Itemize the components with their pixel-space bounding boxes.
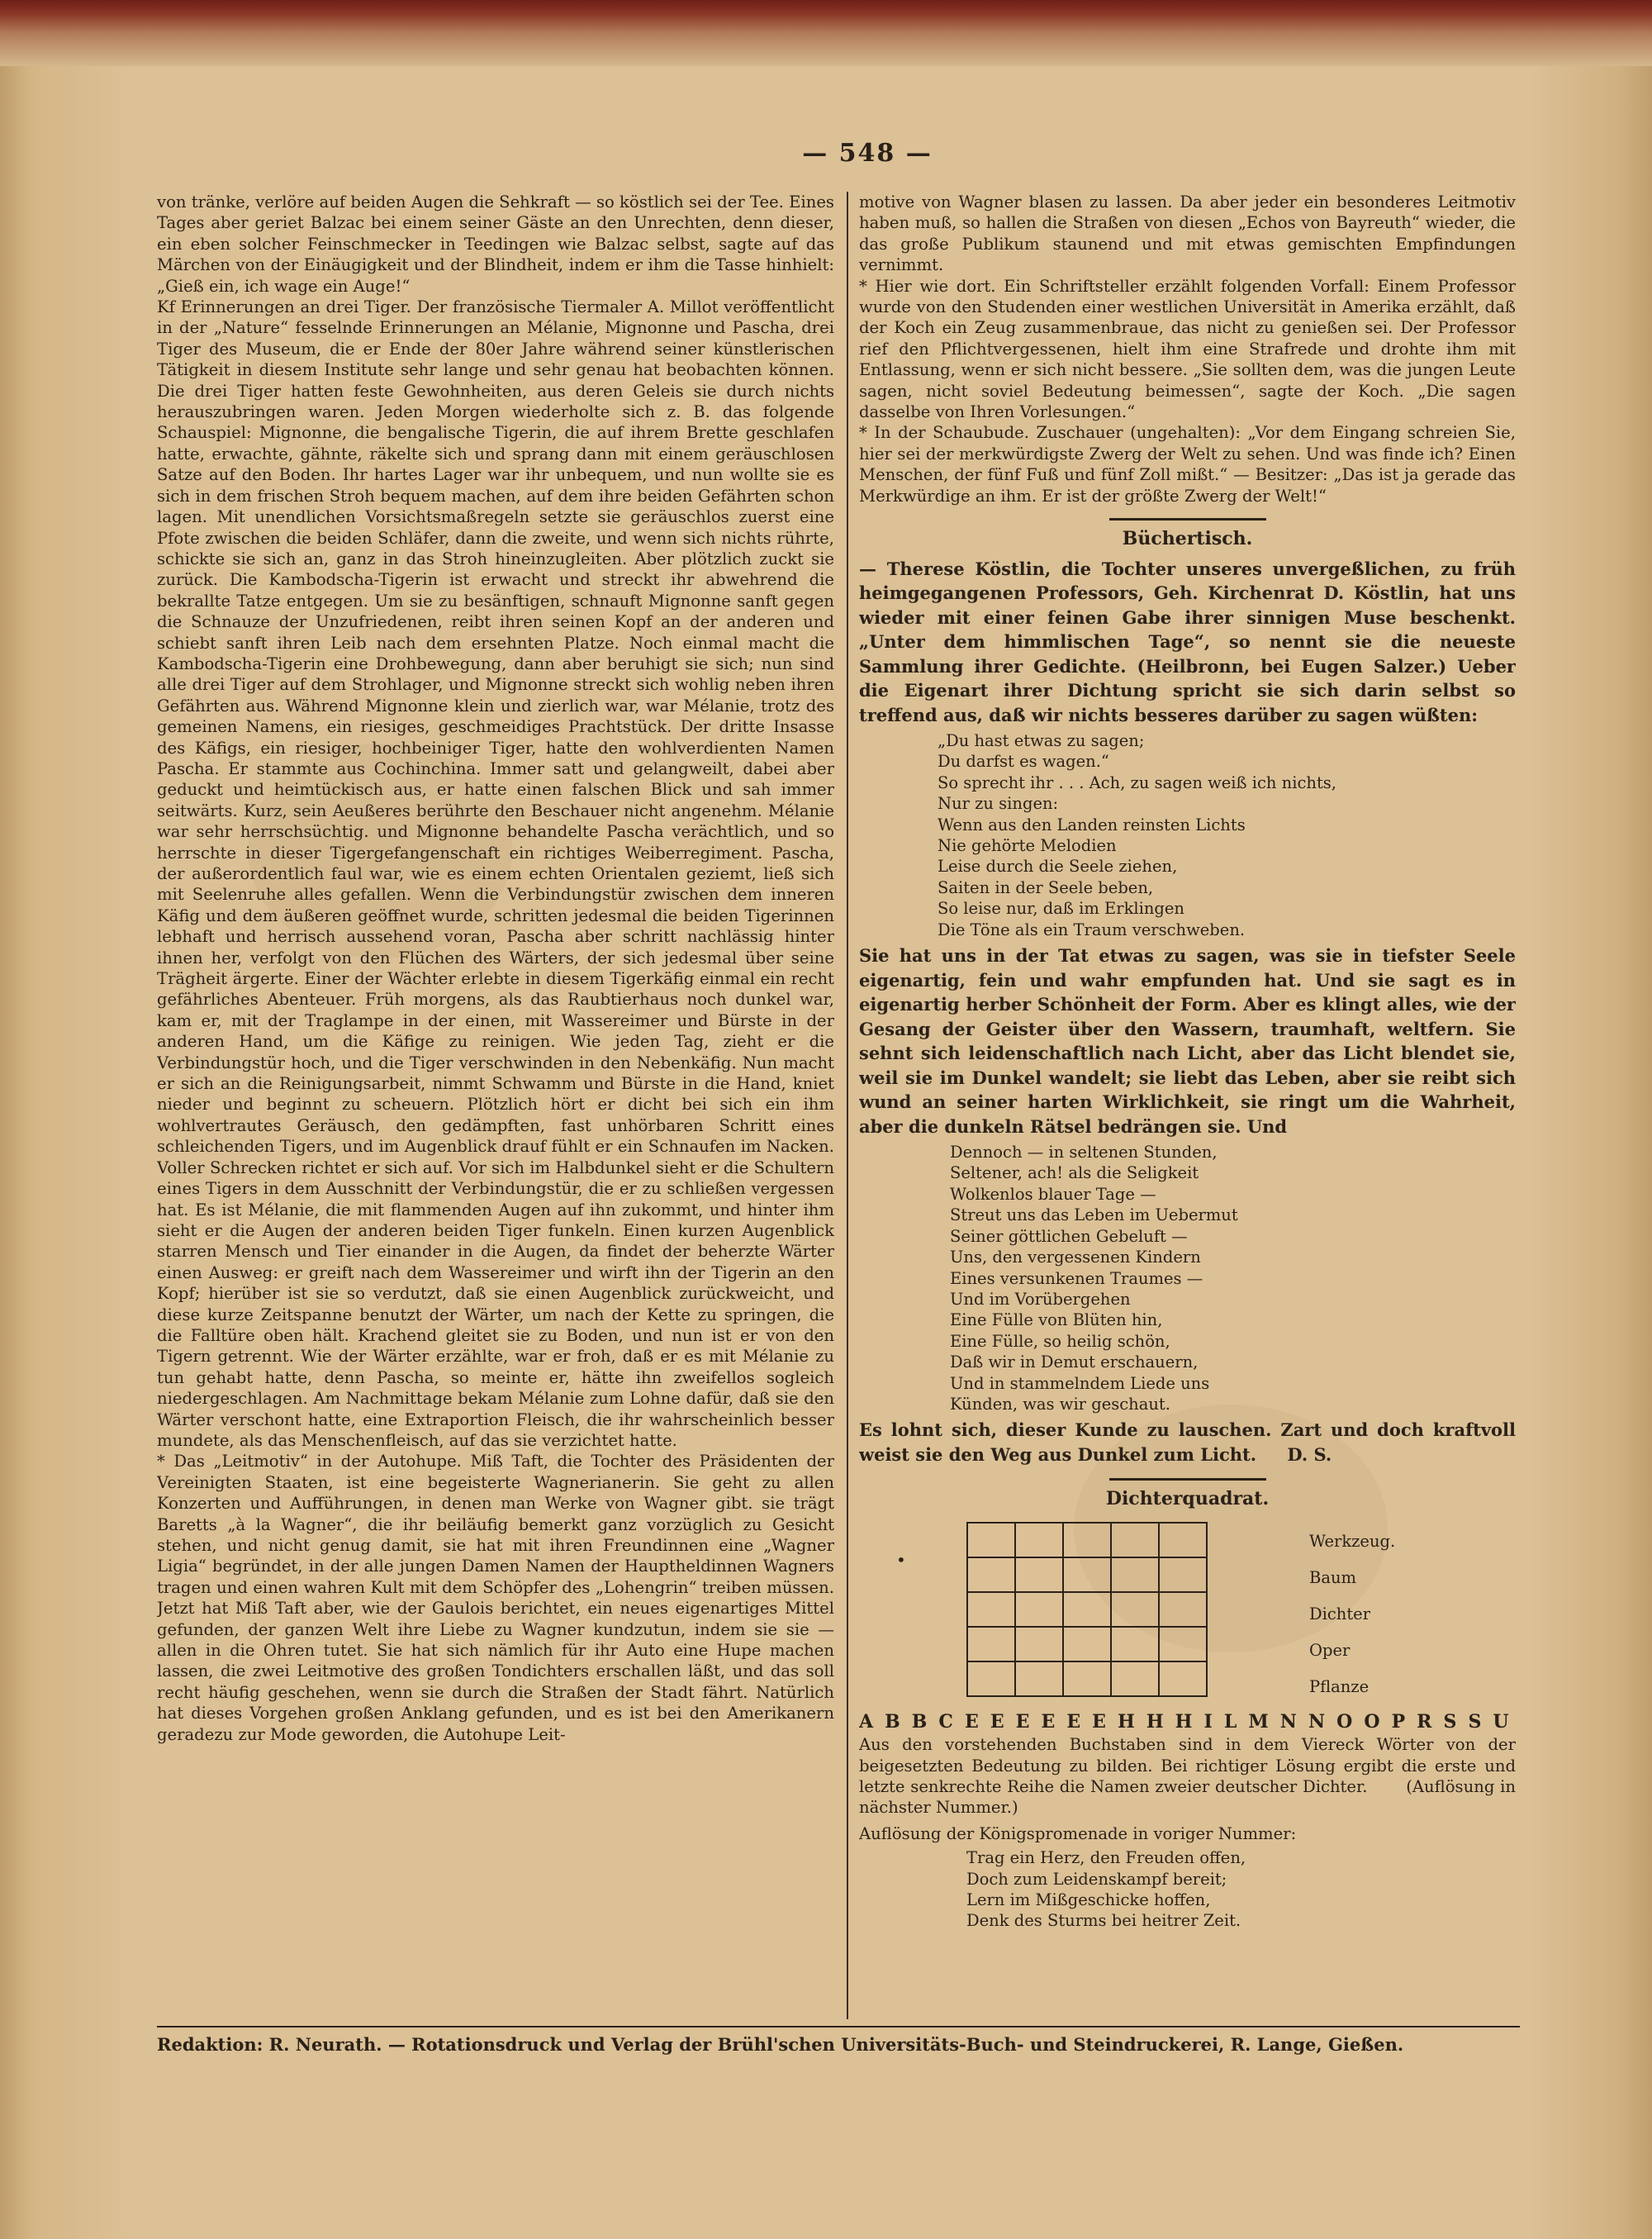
grid-cell[interactable] <box>1015 1592 1063 1627</box>
poem-line: Seiner göttlichen Gebeluft — <box>950 1226 1188 1246</box>
poem-line: So leise nur, daß im Erklingen <box>938 899 1184 919</box>
left-column <box>157 192 834 2023</box>
article-leitmotiv: * Das „Leitmotiv“ in der Autohupe. Miß Taft, die Tochter des Präsidenten der Vereinigten Staaten, ist eine begeisterte Wagnerianerin. Sie geht zu allen Konzerten und Aufführungen, in denen man Werke von Wagner gibt. sie trägt Baretts „à la Wagner“, die ihr beiläufig bemerkt ganz vorzüglich zu Gesicht stehen, und nicht genug damit, sie hat mit ihren Freundinnen eine „Wagner Ligia“ begründet, in der alle jungen Damen Namen der Hauptheldinnen Wagners tragen und einen wahren Kult mit dem Schöpfer des „Lohengrin“ treiben müssen. Jetzt hat Miß Taft aber, wie der Gaulois berichtet, ein neues eigenartiges Mittel gefunden, der ganzen Welt ihre Liebe zu Wagner kundzutun, indem sie sie — allen in die Ohren tutet. Sie hat sich nämlich für ihr Auto eine Hupe machen lassen, die zwei Leitmotive des großen Tondichters erschallen läßt, und das soll recht häufig geschehen, wenn sie durch die Straßen der Stadt fährt. Natürlich hat dieses Vorgehen großen Anklang gefunden, und es ist bei den Amerikanern geradezu zur Mode geworden, die Autohupe Leit- <box>157 1452 834 1744</box>
poem-line: Daß wir in Demut erschauern, <box>950 1352 1199 1372</box>
poem-line: Dennoch — in seltenen Stunden, <box>950 1143 1218 1162</box>
solution-heading: Auflösung der Königspromenade in voriger Nummer: <box>859 1823 1297 1843</box>
grid-cell[interactable] <box>967 1557 1015 1592</box>
puzzle-instructions <box>859 1734 1516 1818</box>
poem-two <box>950 1142 1516 1414</box>
puzzle-grid <box>966 1522 1208 1697</box>
grid-cell[interactable] <box>1063 1627 1111 1661</box>
article-tea-ending: von tränke, verlöre auf beiden Augen die Sehkraft — so köstlich sei der Tee. Eines Tages aber geriet Balzac bei einem seiner Gäste an den Unrechten, denn dieser, ein eben solcher Feinschmecker in Teedingen wie Balzac selbst, sagte auf das Märchen von der Einäugigkeit und der Blindheit, indem er ihm die Tasse hinhielt: „Gieß ein, ich wage ein Auge!“ <box>157 193 834 296</box>
section-rule <box>1109 1478 1266 1481</box>
grid-cell[interactable] <box>1159 1592 1207 1627</box>
grid-cell[interactable] <box>967 1661 1015 1696</box>
books-middle: Sie hat uns in der Tat etwas zu sagen, was sie in tiefster Seele eigenartig, fein und wahr empfunden hat. Und sie sagt es in eigenartig herber Schönheit der Form. Aber es klingt alles, wie der Gesang der Geister über den Wassern, traumhaft, weltfern. Sie sehnt sich leidenschaftlich nach Licht, aber das Licht blendet sie, weil sie im Dunkel wandelt; sie liebt das Leben, aber sie reibt sich wund an seiner harten Wirklichkeit, sie ringt um die Wahrheit, aber die dunkeln Rätsel bedrängen sie. Und <box>859 945 1516 1137</box>
solution-line: Trag ein Herz, den Freuden offen, <box>966 1848 1246 1868</box>
grid-cell[interactable] <box>1159 1627 1207 1661</box>
grid-cell[interactable] <box>967 1592 1015 1627</box>
grid-cell[interactable] <box>1015 1557 1063 1592</box>
poem-line: Nie gehörte Melodien <box>938 836 1117 856</box>
row-label: Oper <box>1309 1640 1351 1660</box>
grid-cell[interactable] <box>1063 1557 1111 1592</box>
books-intro: — Therese Köstlin, die Tochter unseres unvergeßlichen, zu früh heimgegangenen Professors, Geh. Kirchenrat D. Köstlin, hat uns wieder mit einer feinen Gabe ihrer sinnigen Muse beschenkt. „Unter dem himmlischen Tage“, so nennt sie die neueste Sammlung ihrer Gedichte. (Heilbronn, bei Eugen Salzer.) Ueber die Eigenart ihrer Dichtung spricht sie sich darin selbst so treffend aus, daß wir nichts besseres darüber zu sagen wüßten: <box>859 558 1516 725</box>
books-closing-text: Es lohnt sich, dieser Kunde zu lauschen. Zart und doch kraftvoll weist sie den Weg aus Dunkel zum Licht. <box>859 1419 1516 1465</box>
solution-verse <box>966 1847 1516 1932</box>
grid-cell[interactable] <box>1063 1523 1111 1557</box>
grid-cell[interactable] <box>1111 1627 1159 1661</box>
row-label: Werkzeug. <box>1309 1531 1396 1551</box>
grid-cell[interactable] <box>1015 1523 1063 1557</box>
page-top-edge <box>0 0 1652 66</box>
grid-cell[interactable] <box>967 1627 1015 1661</box>
grid-cell[interactable] <box>967 1523 1015 1557</box>
puzzle-row-labels <box>1309 1524 1395 1705</box>
puzzle-resolution-note: (Auflösung in nächster Nummer.) <box>859 1776 1516 1818</box>
books-closing <box>859 1418 1516 1467</box>
solution-line: Lern im Mißgeschicke hoffen, <box>966 1890 1211 1909</box>
row-label: Dichter <box>1309 1604 1371 1623</box>
puzzle-quadrat <box>859 1517 1516 1707</box>
bullet-dot: • <box>896 1549 906 1570</box>
books-signature: D. S. <box>1287 1443 1332 1465</box>
poem-line: Wenn aus den Landen reinsten Lichts <box>938 815 1246 834</box>
poem-line: Eines versunkenen Traumes — <box>950 1268 1203 1288</box>
page-number: — 548 — <box>802 139 933 168</box>
grid-cell[interactable] <box>1015 1627 1063 1661</box>
article-schaubude: * In der Schaubude. Zuschauer (ungehalten): „Vor dem Eingang schreien Sie, hier sei der merkwürdigste Zwerg der Welt zu sehen. Und was finde ich? Einen Menschen, der fünf Fuß und fünf Zoll mißt.“ — Besitzer: „Das ist ja gerade das Merkwürdige an ihm. Er ist der größte Zwerg der Welt!“ <box>859 423 1516 506</box>
poem-line: Nur zu singen: <box>938 794 1059 814</box>
row-label: Pflanze <box>1309 1676 1370 1696</box>
article-leitmotiv-continued: motive von Wagner blasen zu lassen. Da aber jeder ein besonderes Leitmotiv haben muß, so hallen die Straßen von diesen „Echos von Bayreuth“ wieder, die das große Publikum staunend und mit etwas gemischten Empfindungen vernimmt. <box>859 193 1516 275</box>
books-heading: Büchertisch. <box>1122 528 1253 550</box>
grid-cell[interactable] <box>1111 1661 1159 1696</box>
poem-one <box>938 730 1516 940</box>
poem-line: Wolkenlos blauer Tage — <box>950 1184 1156 1204</box>
grid-cell[interactable] <box>1015 1661 1063 1696</box>
grid-cell[interactable] <box>1159 1557 1207 1592</box>
poem-line: So sprecht ihr . . . Ach, zu sagen weiß ich nichts, <box>938 772 1336 792</box>
poem-line: Streut uns das Leben im Uebermut <box>950 1205 1238 1225</box>
puzzle-heading: Dichterquadrat. <box>1105 1488 1270 1510</box>
poem-line: Du darfst es wagen.“ <box>938 752 1109 772</box>
poem-line: Eine Fülle, so heilig schön, <box>950 1331 1170 1351</box>
puzzle-letters: A B B C E E E E E E H H H I L M N N O O P R S S U <box>859 1710 1512 1733</box>
puzzle-instructions-text: Aus den vorstehenden Buchstaben sind in dem Viereck Wörter von der beigesetzten Bedeutung zu bilden. Bei richtiger Lösung ergibt die erste und letzte senkrechte Reihe die Namen zweier deutscher Dichter. <box>859 1735 1516 1796</box>
solution-line: Denk des Sturms bei heitrer Zeit. <box>966 1911 1241 1931</box>
poem-line: Eine Fülle von Blüten hin, <box>950 1310 1163 1330</box>
right-column <box>859 192 1516 2023</box>
poem-line: Saiten in der Seele beben, <box>938 877 1154 897</box>
poem-line: Die Töne als ein Traum verschweben. <box>938 920 1246 939</box>
grid-cell[interactable] <box>1063 1661 1111 1696</box>
poem-line: „Du hast etwas zu sagen; <box>938 731 1145 750</box>
grid-cell[interactable] <box>1159 1661 1207 1696</box>
article-hier-wie-dort: * Hier wie dort. Ein Schriftsteller erzählt folgenden Vorfall: Einem Professor wurde von den Studenden einer westlichen Universität in Amerika erzählt, daß der Koch ein Zeug zusammenbraue, das nicht zu genießen sei. Der Professor rief den Pflichtvergessenen, hielt ihm eine Strafrede und drohte ihm mit Entlassung, wenn er sich nicht bessere. „Sie sollten dem, was die jungen Leute sagen, nicht soviel Bedeutung beimessen“, sagte der Koch. „Die sagen dasselbe von Ihren Vorlesungen.“ <box>859 276 1516 422</box>
grid-cell[interactable] <box>1063 1592 1111 1627</box>
imprint-footer: Redaktion: R. Neurath. — Rotationsdruck und Verlag der Brühl'schen Universitäts-Buch- und Steindruckerei, R. Lange, Gießen. <box>157 2034 1404 2055</box>
poem-line: Seltener, ach! als die Seligkeit <box>950 1163 1199 1183</box>
poem-line: Und in stammelndem Liede uns <box>950 1373 1210 1393</box>
grid-cell[interactable] <box>1111 1523 1159 1557</box>
poem-line: Künden, was wir geschaut. <box>950 1394 1170 1414</box>
grid-cell[interactable] <box>1111 1557 1159 1592</box>
column-divider <box>847 192 848 2019</box>
row-label: Baum <box>1309 1567 1357 1587</box>
poem-line: Uns, den vergessenen Kindern <box>950 1248 1201 1267</box>
poem-line: Leise durch die Seele ziehen, <box>938 857 1178 877</box>
grid-cell[interactable] <box>1111 1592 1159 1627</box>
poem-line: Und im Vorübergehen <box>950 1289 1131 1309</box>
solution-line: Doch zum Leidenskampf bereit; <box>966 1869 1227 1889</box>
article-three-tigers: Kf Erinnerungen an drei Tiger. Der französische Tiermaler A. Millot veröffentlicht in der „Nature“ fesselnde Erinnerungen an Mélanie, Mignonne und Pascha, drei Tiger des Museum, die er Ende der 80er Jahre während seiner künstlerischen Tätigkeit in diesem Institute sehr lange und sehr genau hat beobachten können. Die drei Tiger hatten feste Gewohnheiten, aus deren Geleis sie durch nichts herauszubringen waren. Jeden Morgen wiederholte sich z. B. das folgende Schauspiel: Mignonne, die bengalische Tigerin, die auf ihrem Brette geschlafen hatte, erwachte, gähnte, räkelte sich und sprang dann mit einem geräuschlosen Satze auf den Boden. Ihr hartes Lager war ihr unbequem, und nun wollte sie es sich in dem frischen Stroh bequem machen, auf dem ihre beiden Gefährten schon lagen. Mit unendlichen Vorsichtsmaßregeln setzte sie geräuschlos zuerst eine Pfote zwischen die beiden Schläfer, dann die zweite, und wenn sich nichts rührte, schickte sie sich an, ganz in das Stroh hineinzugleiten. Aber plötzlich zuckt sie zurück. Die Kambodscha-Tigerin ist erwacht und streckt ihr abwehrend die bekrallte Tatze entgegen. Um sie zu besänftigen, schnauft Mignonne sanft gegen die Schnauze der Unzufriedenen, reibt ihren seinen Kopf an der anderen und schiebt sanft ihren Leib nach dem ersehnten Platze. Noch einmal macht die Kambodscha-Tigerin eine Drohbewegung, dann aber beruhigt sie sich; nun sind alle drei Tiger auf dem Strohlager, und Mignonne streckt sich wohlig neben ihren Gefährten aus. Während Mignonne klein und zierlich war, war Mélanie, trotz des gemeinen Namens, ein riesiges, geschmeidiges Prachtstück. Der dritte Insasse des Käfigs, ein riesiger, hochbeiniger Tiger, hatte den wohlverdienten Namen Pascha. Er stammte aus Cochinchina. Immer satt und gelangweilt, dabei aber geduckt und heimtückisch aus, er hatte einen falschen Blick und sah immer seitwärts. Kurz, sein Aeußeres berührte den Beschauer nicht angenehm. Mélanie war sehr herrschsüchtig. und Mignonne behandelte Pascha verächtlich, und so herrschte in dieser Tigergefangenschaft ein richtiges Weiberregiment. Pascha, der außerordentlich faul war, wie es einem echten Orientalen geziemt, ließ sich mit Seelenruhe alles gefallen. Wenn die Verbindungstür zwischen dem inneren Käfig und dem äußeren geöffnet wurde, schritten jedesmal die beiden Tigerinnen lebhaft und herrisch aussehend voran, Pascha aber schritt nachlässig hinter ihnen her, verfolgt von den Flüchen des Wärters, der sich jedesmal über seine Trägheit ärgerte. Einer der Wächter erlebte in diesem Tigerkäfig einmal ein recht gefährliches Abenteuer. Früh morgens, als das Raubtierhaus noch dunkel war, kam er, mit der Traglampe in der einen, mit Wassereimer und Bürste in der anderen Hand, um die Käfige zu reinigen. Wie jeden Tag, zieht er die Verbindungstür hoch, und die Tiger verschwinden in den Nebenkäfig. Nun macht er sich an die Reinigungsarbeit, nimmt Schwamm und Bürste in die Hand, kniet nieder und beginnt zu scheuern. Plötzlich hört er dicht bei sich ein ihm wohlvertrautes Geräusch, den gedämpften, fast unhörbaren Schritt eines schleichenden Tigers, und im Augenblick drauf fühlt er ein Schnaufen im Nacken. Voller Schrecken richtet er sich auf. Vor sich im Halbdunkel sieht er die Schultern eines Tigers in dem Ausschnitt der Verbindungstür, die er zu schließen vergessen hat. Es ist Mélanie, die mit flammenden Augen auf ihn zukommt, und hinter ihm sieht er die Augen der anderen beiden Tiger funkeln. Einen kurzen Augenblick starren Mensch und Tier einander in die Augen, da findet der beherzte Wärter einen Ausweg: er greift nach dem Wassereimer und wirft ihn der Tigerin an den Kopf; hierüber ist sie so verdutzt, daß sie einen Augenblick zurückweicht, und diese kurze Zeitspanne benutzt der Wärter, um nach der Kette zu springen, die die Falltüre oben hält. Krachend gleitet sie zu Boden, und nun ist er von den Tigern getrennt. Wie der Wärter erzählte, war er froh, daß er es mit Mélanie zu tun gehabt hatte, denn Pascha, so meinte er, hätte ihn zweifellos sogleich niedergeschlagen. Am Nachmittage bekam Mélanie zum Lohne dafür, daß sie den Wärter verschont hatte, eine Extraportion Fleisch, die ihr wahrscheinlich besser mundete, als das Menschenfleisch, auf das sie verzichtet hatte. <box>157 297 834 1450</box>
section-rule <box>1109 518 1266 521</box>
grid-cell[interactable] <box>1159 1523 1207 1557</box>
footer-rule <box>157 2026 1520 2027</box>
